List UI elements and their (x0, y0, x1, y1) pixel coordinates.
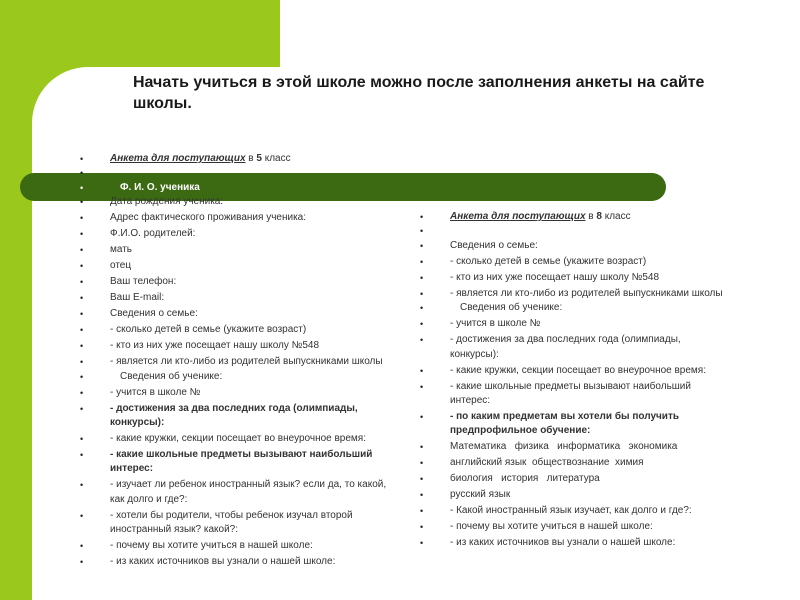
item-text: - является ли кто-либо из родителей выпускниками школы (110, 356, 383, 368)
list-item (420, 271, 730, 285)
bullet: • (420, 365, 424, 376)
bullet: • (80, 293, 84, 304)
bullet: • (420, 226, 424, 237)
bullet: • (80, 541, 84, 552)
list-item-section (80, 370, 395, 384)
list-item (420, 520, 730, 534)
item-text: - достижения за два последних года (олимпиады, конкурсы): (450, 334, 681, 360)
bullet: • (80, 277, 84, 288)
item-text: - сколько детей в семье (укажите возраст) (450, 255, 647, 267)
item-text: Сведения об ученике: (120, 370, 223, 382)
item-text: - кто из них уже посещает нашу школу №548 (450, 271, 660, 283)
item-text: - какие школьные предметы вызывают наибольший интерес: (450, 380, 691, 407)
list-item (80, 432, 395, 446)
item-text: английский язык обществознание химия (450, 457, 644, 469)
item-text: - кто из них уже посещает нашу школу №548 (110, 340, 320, 352)
bullet: • (420, 303, 424, 314)
bullet: • (80, 341, 84, 352)
form-suffix-pre: в (245, 153, 257, 164)
form-link-grade-5[interactable]: Анкета для поступающих (110, 153, 246, 164)
form-grade-number: 5 (256, 153, 262, 164)
item-text-bold: - достижения за два последних года (олимпиады, конкурсы): (110, 402, 358, 429)
bullet: • (80, 309, 84, 320)
list-item (420, 456, 730, 470)
bullet: • (80, 387, 84, 398)
white-top-area (280, 0, 800, 67)
item-text: Сведения о семье: (450, 239, 538, 251)
list-item (80, 555, 395, 569)
bullet: • (420, 538, 424, 549)
bullet: • (80, 357, 84, 368)
bullet: • (420, 272, 424, 283)
item-text: - почему вы хотите учиться в нашей школе: (450, 521, 653, 533)
item-text: - сколько детей в семье (укажите возраст) (110, 324, 307, 336)
left-form-column (80, 152, 395, 570)
item-text: - какие кружки, секции посещает во внеурочное время: (110, 433, 366, 445)
list-item (80, 539, 395, 553)
item-text: - почему вы хотите учиться в нашей школе: (110, 540, 313, 552)
list-item (80, 307, 395, 321)
bullet: • (420, 256, 424, 267)
list-item (420, 440, 730, 454)
bullet: • (80, 371, 84, 382)
bullet: • (80, 450, 84, 461)
list-item (80, 291, 395, 305)
list-item-student-name (80, 181, 395, 195)
item-text: Ваш E-mail: (110, 292, 165, 304)
form-suffix-pre: в (585, 211, 597, 222)
item-text: Дата рождения ученика: (110, 196, 224, 208)
item-text: - из каких источников вы узнали о нашей школе: (450, 537, 676, 549)
list-item (80, 509, 395, 538)
list-item (420, 488, 730, 502)
bullet: • (80, 213, 84, 224)
bullet: • (420, 506, 424, 517)
bullet: • (80, 325, 84, 336)
item-text: Сведения об ученике: (460, 302, 563, 314)
item-text: Ф.И.О. родителей: (110, 228, 196, 240)
form-suffix-post: класс (261, 153, 291, 164)
list-item (420, 255, 730, 269)
list-item (80, 227, 395, 241)
list-item (80, 402, 395, 431)
bullet: • (420, 474, 424, 485)
item-text: Адрес фактического проживания ученика: (110, 212, 307, 224)
list-item (420, 472, 730, 486)
list-item (420, 380, 730, 409)
list-item (80, 152, 395, 166)
bullet: • (80, 403, 84, 414)
bullet: • (80, 261, 84, 272)
item-text: - из каких источников вы узнали о нашей школе: (110, 556, 336, 568)
list-item (420, 287, 730, 301)
list-item (420, 239, 730, 253)
bullet: • (420, 381, 424, 392)
item-text: - учится в школе № (110, 386, 201, 398)
right-form-column (420, 210, 730, 551)
bullet: • (80, 168, 84, 179)
bullet: • (420, 240, 424, 251)
list-item (80, 355, 395, 369)
item-text: - является ли кто-либо из родителей выпускниками школы (450, 287, 723, 299)
item-text: биология история литература (450, 473, 600, 485)
list-item (80, 211, 395, 225)
bullet: • (80, 480, 84, 491)
form-suffix-post: класс (601, 211, 631, 222)
bullet: • (420, 458, 424, 469)
bullet: • (420, 212, 424, 222)
list-item (420, 317, 730, 331)
bullet: • (80, 154, 84, 164)
list-item (420, 536, 730, 550)
bullet: • (420, 412, 424, 423)
list-item (80, 195, 395, 209)
bullet: • (420, 442, 424, 453)
list-item (80, 259, 395, 273)
list-item (80, 448, 395, 477)
item-text-bold: - какие школьные предметы вызывают наибольший интерес: (110, 449, 373, 475)
item-text: - хотели бы родители, чтобы ребенок изучал второй иностранный язык? какой?: (110, 509, 353, 536)
item-text: - какие кружки, секции посещает во внеурочное время: (450, 364, 706, 376)
list-item-empty (80, 166, 395, 180)
list-item-section (420, 301, 730, 315)
bullet: • (80, 245, 84, 256)
bullet: • (80, 229, 84, 240)
item-text: русский язык (450, 489, 511, 501)
list-item (80, 339, 395, 353)
item-text: Сведения о семье: (110, 308, 198, 320)
item-text: - учится в школе № (450, 318, 541, 330)
list-item (420, 210, 730, 224)
list-item (80, 478, 395, 507)
list-item (420, 364, 730, 378)
list-item-empty (420, 224, 730, 238)
item-text: - изучает ли ребенок иностранный язык? если да, то какой, как долго и где?: (110, 479, 387, 505)
list-item (80, 386, 395, 400)
bullet: • (420, 490, 424, 501)
bullet: • (420, 335, 424, 346)
student-name-label: Ф. И. О. ученика (120, 181, 200, 193)
bullet: • (80, 434, 84, 445)
list-item (420, 504, 730, 518)
form-grade-number: 8 (596, 211, 602, 222)
bullet: • (80, 197, 84, 208)
item-text: отец (110, 260, 132, 272)
bullet: • (80, 557, 84, 568)
bullet: • (420, 288, 424, 299)
item-text-bold: - по каким предметам вы хотели бы получить предпрофильное обучение: (450, 411, 679, 437)
list-item (80, 275, 395, 289)
bullet: • (420, 522, 424, 533)
list-item (80, 243, 395, 257)
item-text: мать (110, 244, 133, 256)
list-item (80, 323, 395, 337)
bullet: • (80, 510, 84, 521)
item-text: Ваш телефон: (110, 276, 177, 288)
bullet: • (420, 319, 424, 330)
form-link-grade-8[interactable]: Анкета для поступающих (450, 211, 586, 222)
bullet: • (80, 182, 84, 193)
list-item (420, 333, 730, 362)
list-item (420, 410, 730, 439)
item-text: - Какой иностранный язык изучает, как долго и где?: (450, 505, 692, 517)
slide-title: Начать учиться в этой школе можно после заполнения анкеты на сайте школы. (133, 74, 705, 112)
item-text: Математика физика информатика экономика (450, 441, 678, 453)
